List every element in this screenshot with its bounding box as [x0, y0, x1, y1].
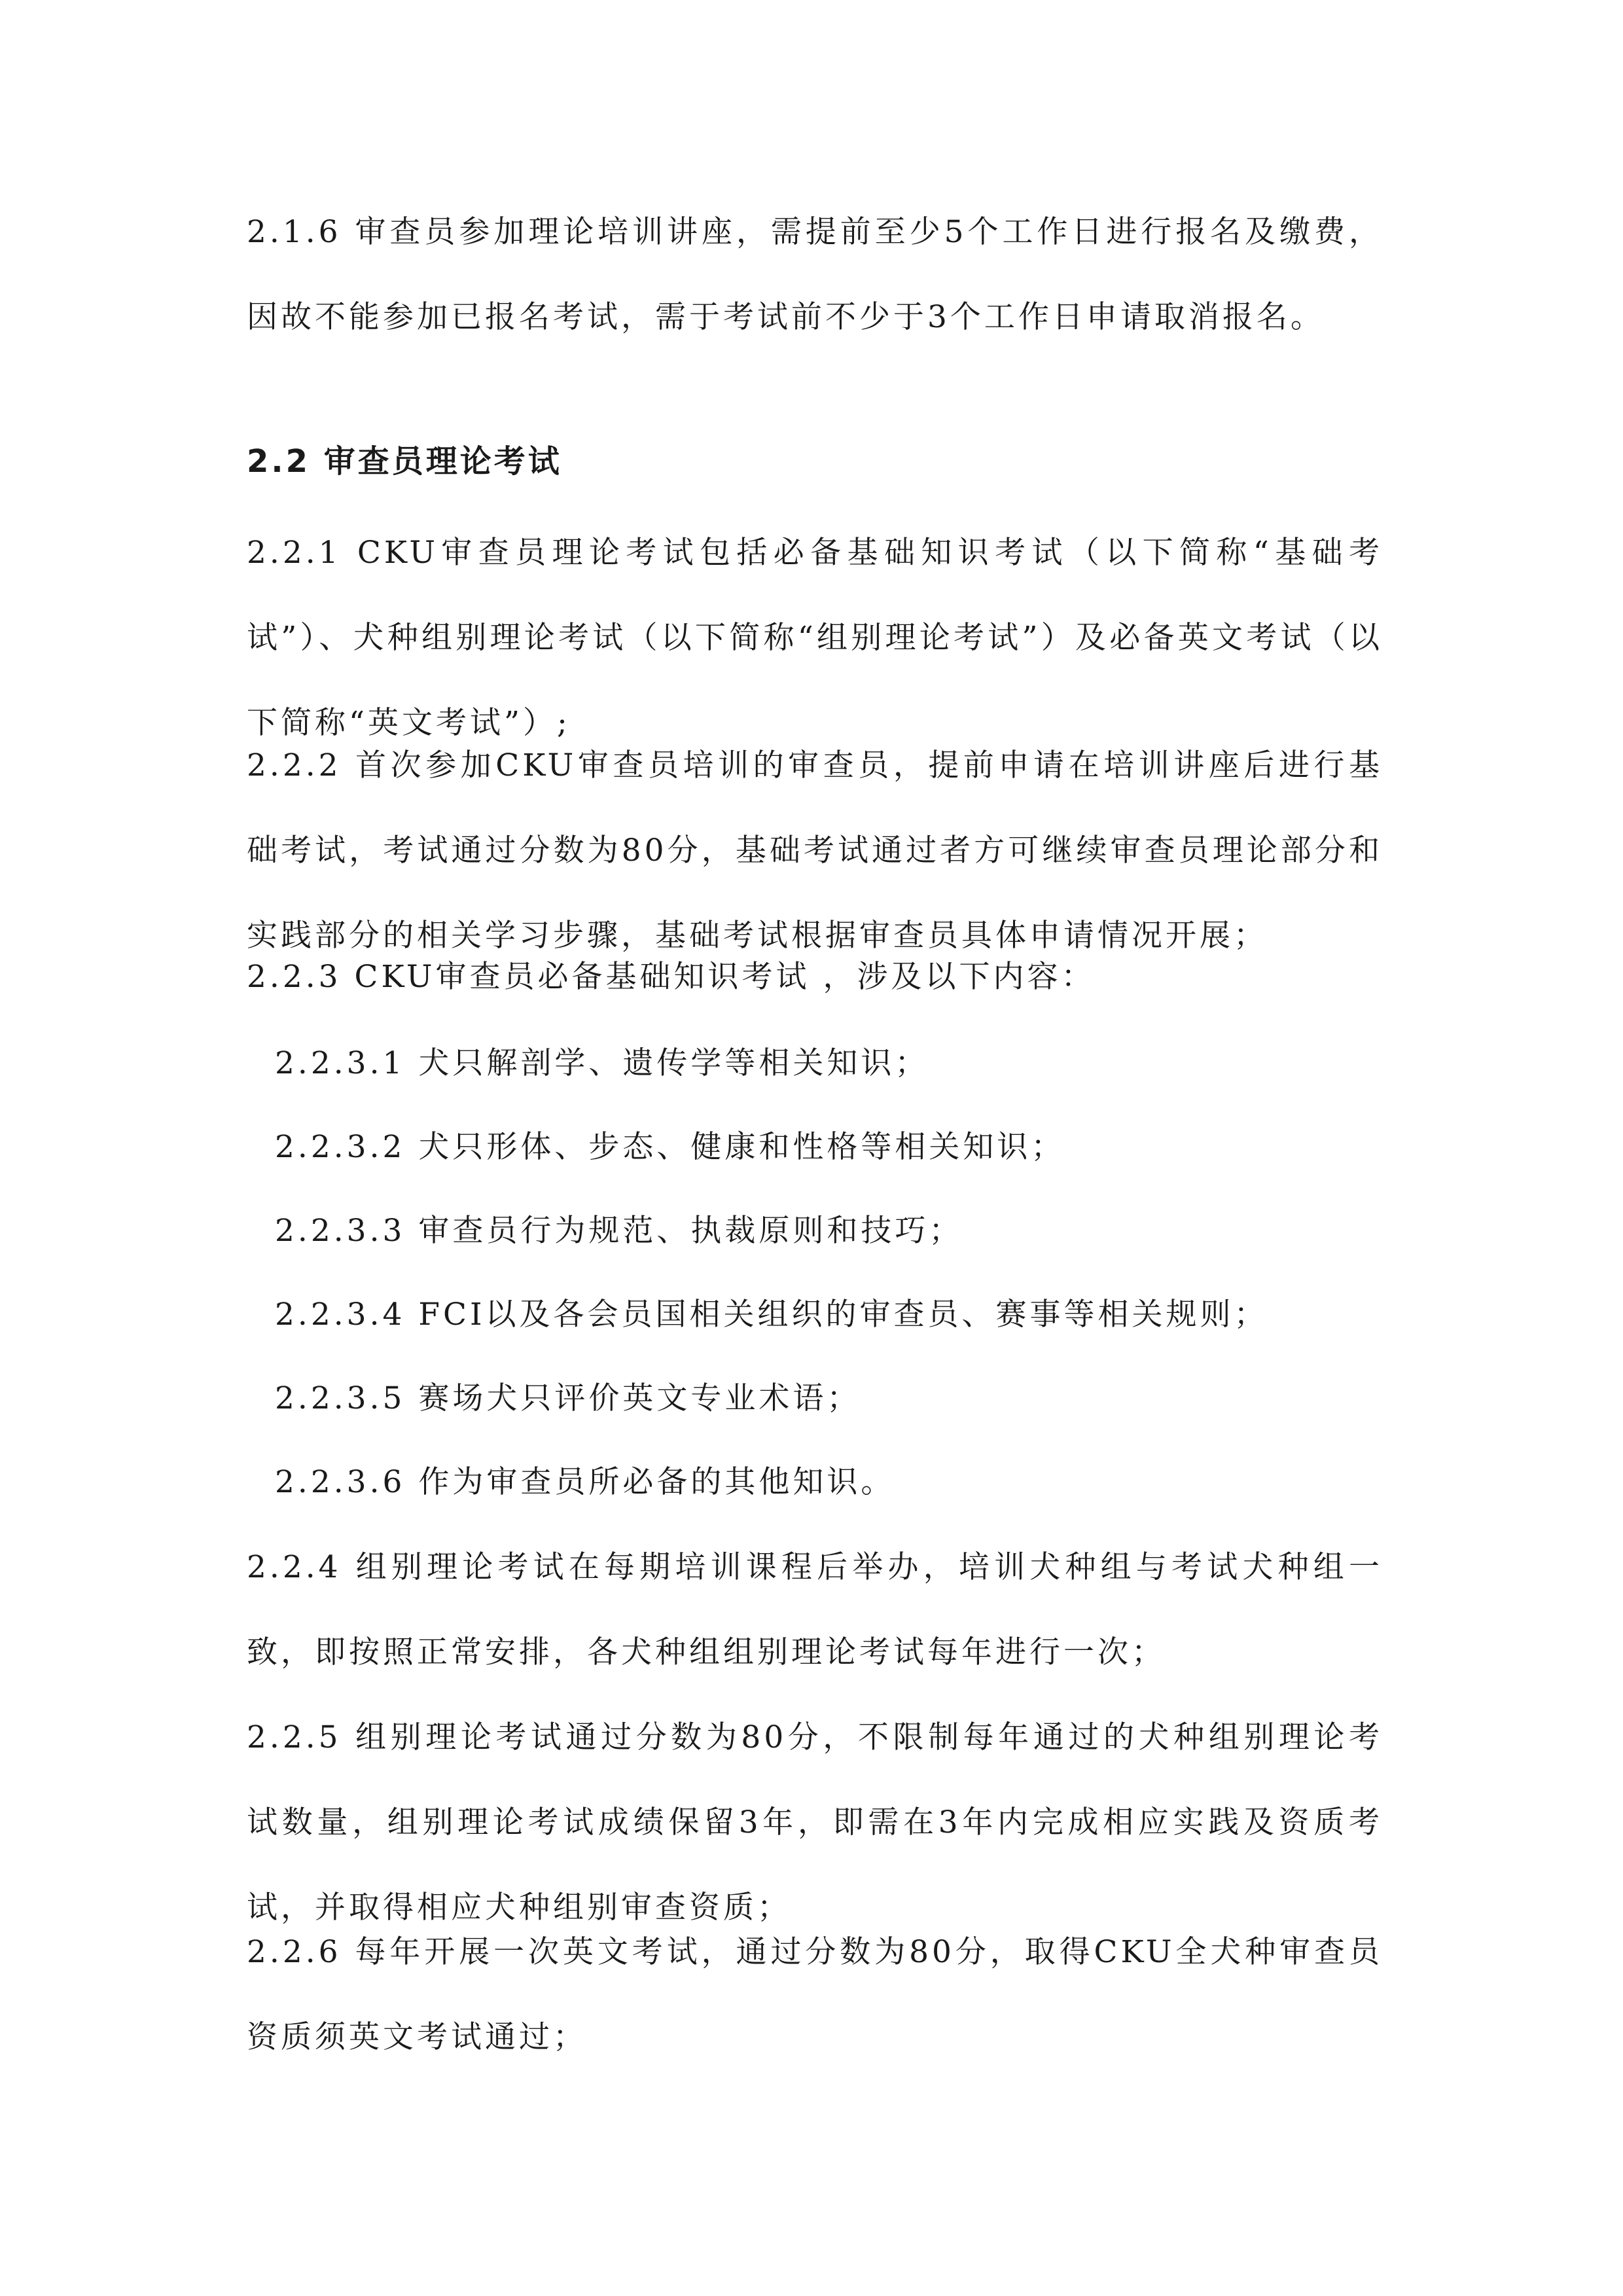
paragraph-2-2-3-4: 2.2.3.4 FCI以及各会员国相关组织的审查员、赛事等相关规则； [275, 1297, 1268, 1333]
paragraph-2-2-3-5: 2.2.3.5 赛场犬只评价英文专业术语； [275, 1380, 861, 1416]
paragraph-2-1-6: 2.1.6 审查员参加理论培训讲座，需提前至少5个工作日进行报名及缴费，因故不能参加已报名考试，需于考试前不少于3个工作日申请取消报名。 [247, 214, 1383, 335]
section-heading-2-2: 2.2 审查员理论考试 [247, 443, 562, 480]
paragraph-2-2-2: 2.2.2 首次参加CKU审查员培训的审查员，提前申请在培训讲座后进行基础考试，考试通过分数为80分，基础考试通过者方可继续审查员理论部分和实践部分的相关学习步骤，基础考试根据审查员具体申请情况开展； [247, 747, 1383, 954]
paragraph-2-2-1: 2.2.1 CKU审查员理论考试包括必备基础知识考试（以下简称“基础考试”）、犬种组别理论考试（以下简称“组别理论考试”）及必备英文考试（以下简称“英文考试”）; [247, 535, 1383, 741]
paragraph-2-2-3-2: 2.2.3.2 犬只形体、步态、健康和性格等相关知识； [275, 1129, 1065, 1165]
paragraph-2-2-6: 2.2.6 每年开展一次英文考试，通过分数为80分，取得CKU全犬种审查员资质须英文考试通过； [247, 1934, 1383, 2055]
paragraph-2-2-3: 2.2.3 CKU审查员必备基础知识考试 ，涉及以下内容： [247, 959, 1096, 995]
paragraph-2-2-3-3: 2.2.3.3 审查员行为规范、执裁原则和技巧； [275, 1213, 963, 1249]
paragraph-2-2-3-1: 2.2.3.1 犬只解剖学、遗传学等相关知识； [275, 1045, 929, 1081]
paragraph-2-2-4: 2.2.4 组别理论考试在每期培训课程后举办，培训犬种组与考试犬种组一致，即按照正常安排，各犬种组组别理论考试每年进行一次； [247, 1549, 1383, 1670]
paragraph-2-2-5: 2.2.5 组别理论考试通过分数为80分，不限制每年通过的犬种组别理论考试数量，组别理论考试成绩保留3年，即需在3年内完成相应实践及资质考试，并取得相应犬种组别审查资质； [247, 1719, 1383, 1926]
paragraph-2-2-3-6: 2.2.3.6 作为审查员所必备的其他知识。 [275, 1464, 895, 1500]
